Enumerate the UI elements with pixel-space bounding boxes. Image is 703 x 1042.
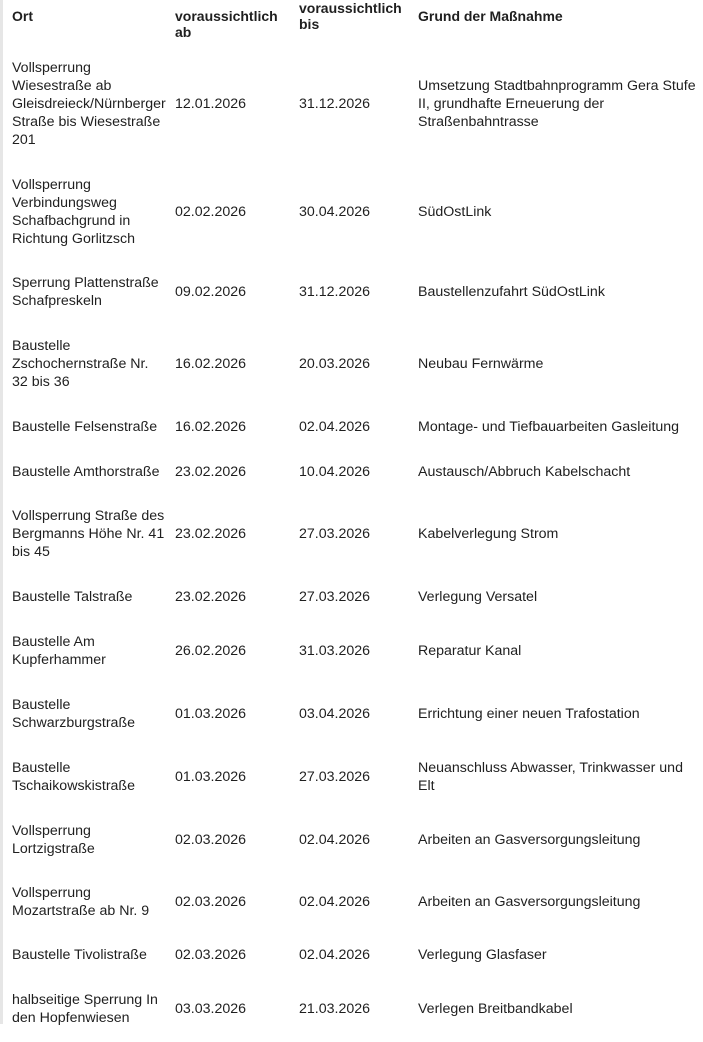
- cell-voraussichtlich-bis: 31.12.2026: [299, 284, 371, 300]
- cell-grund: Kabelverlegung Strom: [418, 526, 559, 542]
- cell-voraussichtlich-bis: 02.04.2026: [299, 832, 371, 848]
- cell-ort: Baustelle Schwarzburgstraße: [12, 697, 136, 731]
- table-row: [4, 744, 701, 810]
- cell-grund: Umsetzung Stadtbahnprogramm Gera Stufe II, grundhafte Erneuerung der Straßenbahntrasse: [418, 78, 696, 130]
- cell-ort: Vollsperrung Lortzigstraße: [12, 823, 95, 857]
- header-grund: Grund der Maßnahme: [418, 8, 563, 24]
- header-voraussichtlich-bis: voraussichtlich bis: [299, 0, 402, 32]
- header-voraussichtlich-ab: voraussichtlich ab: [175, 8, 278, 40]
- cell-voraussichtlich-bis: 27.03.2026: [299, 769, 371, 785]
- cell-voraussichtlich-bis: 02.04.2026: [299, 894, 371, 910]
- cell-grund: Verlegen Breitbandkabel: [418, 1001, 573, 1017]
- cell-ort: Vollsperrung Mozartstraße ab Nr. 9: [12, 885, 150, 919]
- cell-voraussichtlich-ab: 02.03.2026: [175, 894, 247, 910]
- cell-voraussichtlich-ab: 26.02.2026: [175, 643, 247, 659]
- cell-voraussichtlich-ab: 12.01.2026: [175, 96, 247, 112]
- cell-voraussichtlich-bis: 30.04.2026: [299, 204, 371, 220]
- cell-voraussichtlich-bis: 31.12.2026: [299, 96, 371, 112]
- cell-grund: Arbeiten an Gasversorgungsleitung: [418, 894, 641, 910]
- cell-grund: Verlegung Glasfaser: [418, 947, 547, 963]
- table-row: [4, 258, 701, 326]
- cell-voraussichtlich-bis: 03.04.2026: [299, 706, 371, 722]
- table-row: [4, 810, 701, 870]
- table-row: [4, 402, 701, 452]
- roadworks-table: [4, 0, 701, 1042]
- cell-voraussichtlich-bis: 31.03.2026: [299, 643, 371, 659]
- cell-grund: Arbeiten an Gasversorgungsleitung: [418, 832, 641, 848]
- cell-ort: Baustelle Am Kupferhammer: [12, 634, 106, 668]
- cell-voraussichtlich-bis: 21.03.2026: [299, 1001, 371, 1017]
- cell-ort: Baustelle Felsenstraße: [12, 419, 158, 435]
- cell-grund: SüdOstLink: [418, 204, 492, 220]
- cell-voraussichtlich-bis: 20.03.2026: [299, 356, 371, 372]
- cell-voraussichtlich-ab: 16.02.2026: [175, 419, 247, 435]
- cell-voraussichtlich-ab: 02.03.2026: [175, 832, 247, 848]
- table-row: [4, 684, 701, 744]
- cell-grund: Verlegung Versatel: [418, 589, 538, 605]
- cell-grund: Montage- und Tiefbauarbeiten Gasleitung: [418, 419, 680, 435]
- cell-voraussichtlich-bis: 02.04.2026: [299, 947, 371, 963]
- page-left-edge: [0, 0, 3, 1024]
- cell-ort: Baustelle Amthorstraße: [12, 464, 160, 480]
- cell-voraussichtlich-ab: 02.03.2026: [175, 947, 247, 963]
- table-row: [4, 576, 701, 618]
- cell-voraussichtlich-ab: 16.02.2026: [175, 356, 247, 372]
- cell-voraussichtlich-bis: 27.03.2026: [299, 526, 371, 542]
- table-row: [4, 326, 701, 402]
- cell-ort: Sperrung Plattenstraße Schafpreskeln: [12, 275, 159, 309]
- table-row: [4, 452, 701, 492]
- cell-voraussichtlich-bis: 02.04.2026: [299, 419, 371, 435]
- table-body: [4, 42, 701, 1042]
- cell-voraussichtlich-ab: 23.02.2026: [175, 464, 247, 480]
- cell-ort: Baustelle Tschaikowskistraße: [12, 760, 135, 794]
- table-row: [4, 42, 701, 166]
- cell-grund: Neuanschluss Abwasser, Trinkwasser und Elt: [418, 760, 683, 794]
- cell-voraussichtlich-ab: 01.03.2026: [175, 769, 247, 785]
- table-row: [4, 976, 701, 1042]
- cell-voraussichtlich-ab: 02.02.2026: [175, 204, 247, 220]
- cell-ort: Vollsperrung Wiesestraße ab Gleisdreieck/Nürnberger Straße bis Wiesestraße 201: [12, 60, 166, 148]
- cell-voraussichtlich-ab: 23.02.2026: [175, 589, 247, 605]
- cell-grund: Austausch/Abbruch Kabelschacht: [418, 464, 631, 480]
- table-row: [4, 618, 701, 684]
- cell-grund: Errichtung einer neuen Trafostation: [418, 706, 640, 722]
- cell-voraussichtlich-ab: 23.02.2026: [175, 526, 247, 542]
- cell-voraussichtlich-ab: 01.03.2026: [175, 706, 247, 722]
- cell-ort: Baustelle Zschochernstraße Nr. 32 bis 36: [12, 338, 149, 390]
- table-row: [4, 166, 701, 258]
- table-header: [4, 0, 701, 42]
- table-row: [4, 934, 701, 976]
- header-ort: Ort: [12, 8, 33, 24]
- cell-grund: Baustellenzufahrt SüdOstLink: [418, 284, 605, 300]
- header-row: [4, 0, 701, 42]
- cell-voraussichtlich-bis: 10.04.2026: [299, 464, 371, 480]
- cell-grund: Neubau Fernwärme: [418, 356, 544, 372]
- cell-ort: Baustelle Talstraße: [12, 589, 133, 605]
- cell-ort: halbseitige Sperrung In den Hopfenwiesen: [12, 992, 158, 1026]
- table-row: [4, 870, 701, 934]
- cell-ort: Baustelle Tivolistraße: [12, 947, 147, 963]
- cell-ort: Vollsperrung Straße des Bergmanns Höhe Nr. 41 bis 45: [12, 508, 165, 560]
- cell-grund: Reparatur Kanal: [418, 643, 522, 659]
- cell-ort: Vollsperrung Verbindungsweg Schafbachgrund in Richtung Gorlitzsch: [12, 177, 136, 247]
- cell-voraussichtlich-bis: 27.03.2026: [299, 589, 371, 605]
- cell-voraussichtlich-ab: 03.03.2026: [175, 1001, 247, 1017]
- cell-voraussichtlich-ab: 09.02.2026: [175, 284, 247, 300]
- table-row: [4, 492, 701, 576]
